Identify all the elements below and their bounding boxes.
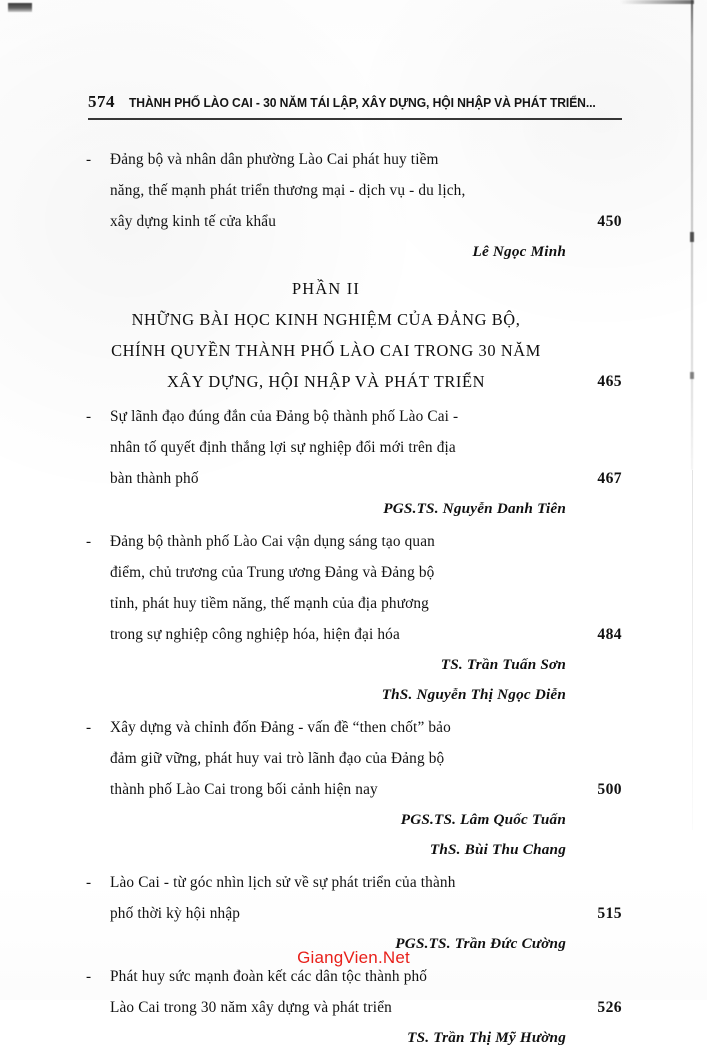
entry-title-line: Lào Cai trong 30 năm xây dựng và phát triển 526: [110, 992, 622, 1023]
entry-author: ThS. Bùi Thu Chang: [429, 841, 566, 858]
scan-edge-artifact-top-left: [8, 3, 32, 12]
part-heading: [86, 273, 622, 397]
entry-title-block: [110, 144, 622, 237]
entry-bullet: -: [86, 719, 92, 736]
entry-author: PGS.TS. Lâm Quốc Tuấn: [400, 811, 566, 828]
part-title-line: XÂY DỰNG, HỘI NHẬP VÀ PHÁT TRIỂN 465: [86, 366, 622, 397]
entry-title-line: Xây dựng và chỉnh đốn Đảng - vấn đề “then chốt” bảo: [110, 719, 451, 736]
entry-author: PGS.TS. Nguyễn Danh Tiên: [383, 500, 566, 517]
part-title-line: CHÍNH QUYỀN THÀNH PHỐ LÀO CAI TRONG 30 NĂM: [111, 341, 541, 360]
scan-edge-artifact-top-right: [620, 0, 694, 4]
entry-page-number: 467: [597, 470, 622, 487]
entry-title-line: Đảng bộ và nhân dân phường Lào Cai phát huy tiềm: [110, 151, 439, 168]
entry-title-line: Lào Cai - từ góc nhìn lịch sử về sự phát triển của thành: [110, 874, 456, 891]
entry-title-line: xây dựng kinh tế cửa khẩu 450: [110, 206, 622, 237]
site-watermark: GiangVien.Net: [297, 948, 410, 967]
header-folio-number: 574: [88, 92, 115, 111]
toc-entry[interactable]: [86, 712, 622, 865]
running-header: [88, 92, 620, 116]
scan-page-edge-line-lower: [692, 470, 693, 830]
entry-page-number: 500: [597, 781, 622, 798]
entry-title-line: đảm giữ vững, phát huy vai trò lãnh đạo của Đảng bộ: [110, 750, 445, 767]
toc-entry[interactable]: [86, 144, 622, 267]
entry-title-block: [110, 961, 622, 1023]
toc-entry[interactable]: [86, 961, 622, 1053]
entry-title-line: phố thời kỳ hội nhập 515: [110, 898, 622, 929]
entry-page-number: 450: [597, 213, 622, 230]
entry-title-line: bàn thành phố 467: [110, 463, 622, 494]
table-of-contents: [86, 144, 622, 1055]
scan-edge-tick: [690, 232, 694, 242]
entry-page-number: 526: [597, 999, 622, 1016]
entry-title-line: thành phố Lào Cai trong bối cảnh hiện nay 500: [110, 774, 622, 805]
toc-entry[interactable]: [86, 526, 622, 710]
entry-author: TS. Trần Tuấn Sơn: [440, 656, 566, 673]
entry-author: TS. Trần Thị Mỹ Hường: [407, 1029, 566, 1046]
entry-bullet: -: [86, 968, 92, 985]
part-page-number: 465: [597, 373, 622, 390]
entry-bullet: -: [86, 874, 92, 891]
header-book-title: THÀNH PHỐ LÀO CAI - 30 NĂM TÁI LẬP, XÂY DỰNG, HỘI NHẬP VÀ PHÁT TRIỂN...: [129, 96, 596, 110]
entry-author: Lê Ngọc Minh: [472, 243, 566, 260]
entry-title-line: nhân tố quyết định thắng lợi sự nghiệp đổi mới trên địa: [110, 439, 456, 456]
entry-title-block: [110, 401, 622, 494]
entry-bullet: -: [86, 151, 92, 168]
entry-title-line: điểm, chủ trương của Trung ương Đảng và Đảng bộ: [110, 564, 435, 581]
entry-bullet: -: [86, 408, 92, 425]
entry-title-line: Đảng bộ thành phố Lào Cai vận dụng sáng tạo quan: [110, 533, 435, 550]
entry-page-number: 484: [597, 626, 622, 643]
entry-bullet: -: [86, 533, 92, 550]
entry-author: PGS.TS. Trần Đức Cường: [395, 935, 566, 952]
scan-edge-tick: [690, 372, 694, 379]
toc-entry[interactable]: [86, 867, 622, 959]
toc-entry[interactable]: [86, 401, 622, 524]
entry-author: ThS. Nguyễn Thị Ngọc Diễn: [381, 686, 566, 703]
entry-title-line: Sự lãnh đạo đúng đắn của Đảng bộ thành phố Lào Cai -: [110, 408, 459, 425]
entry-title-line: trong sự nghiệp công nghiệp hóa, hiện đại hóa 484: [110, 619, 622, 650]
entry-title-line: năng, thế mạnh phát triển thương mại - dịch vụ - du lịch,: [110, 182, 466, 199]
entry-title-block: [110, 867, 622, 929]
entry-title-block: [110, 712, 622, 805]
part-title-line: NHỮNG BÀI HỌC KINH NGHIỆM CỦA ĐẢNG BỘ,: [131, 310, 521, 329]
entry-page-number: 515: [597, 905, 622, 922]
entry-title-block: [110, 526, 622, 650]
header-rule: [88, 118, 622, 120]
entry-title-line: Phát huy sức mạnh đoàn kết các dân tộc thành phố: [110, 968, 428, 985]
entry-title-line: tỉnh, phát huy tiềm năng, thế mạnh của địa phương: [110, 595, 429, 612]
part-number: PHẦN II: [291, 279, 361, 298]
